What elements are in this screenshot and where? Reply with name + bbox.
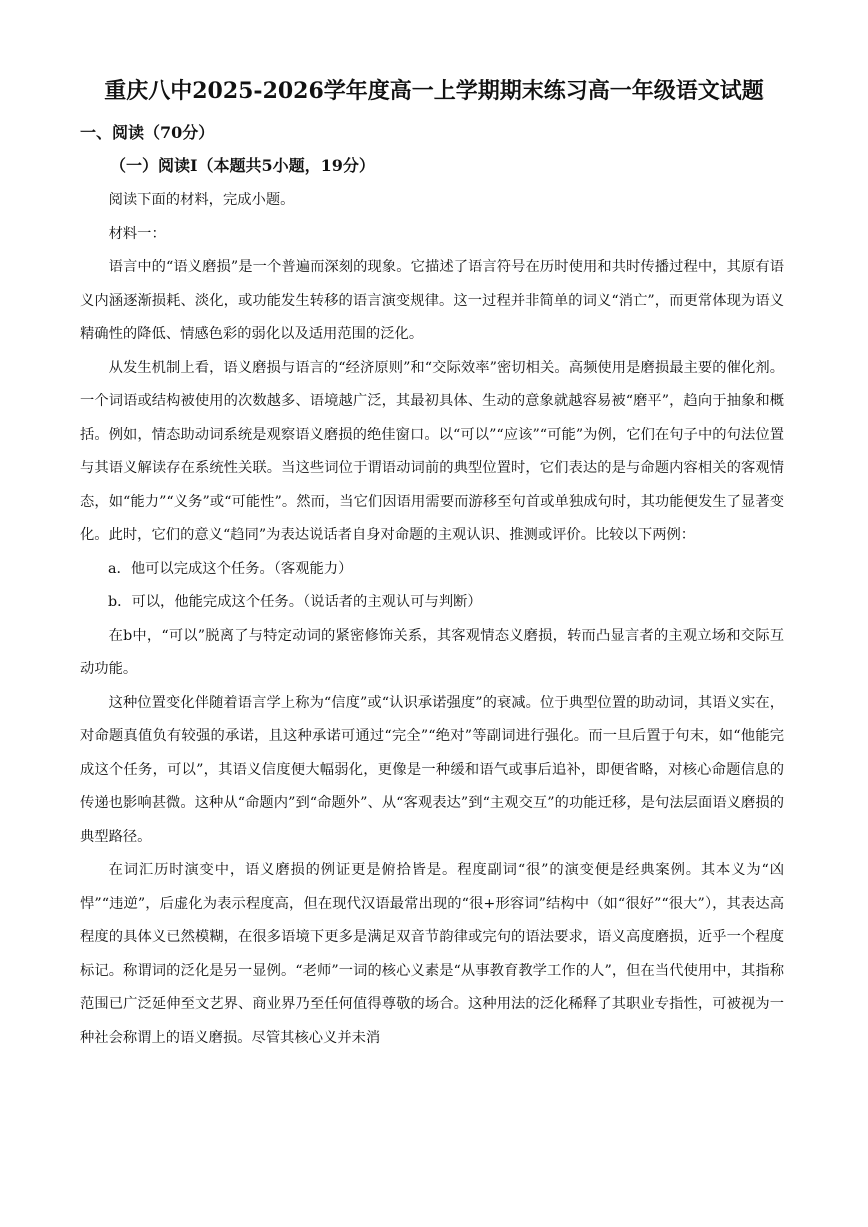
- example-sentence: b．可以，他能完成这个任务。（说话者的主观认可与判断）: [108, 594, 482, 610]
- subsection-heading: （一）阅读Ⅰ（本题共5小题，19分）: [110, 156, 375, 175]
- paragraph: 从发生机制上看，语义磨损与语言的“经济原则”和“交际效率”密切相关。高频使用是磨损最主要的催化剂。一个词语或结构被使用的次数越多、语境越广泛，其最初具体、生动的意象就越容易被“磨平”，趋向于抽象和概括。例如，情态助动词系统是观察语义磨损的绝佳窗口。以“可以”“应该”“可能”为例，它们在句子中的句法位置与其语义解读存在系统性关联。当这些词位于谓语动词前的典型位置时，它们表达的是与命题内容相关的客观情态，如“能力”“义务”或“可能性”。然而，当它们因语用需要而游移至句首或单独成句时，其功能便发生了显著变化。此时，它们的意义“趋同”为表达说话者自身对命题的主观认识、推测或评价。比较以下两例：: [80, 359, 784, 543]
- example-sentence: a．他可以完成这个任务。（客观能力）: [108, 560, 353, 577]
- reading-material: [80, 184, 784, 1055]
- section-heading: 一、阅读（70分）: [80, 123, 215, 142]
- paragraph: 这种位置变化伴随着语言学上称为“信度”或“认识承诺强度”的衰减。位于典型位置的助动词，其语义实在，对命题真值负有较强的承诺，且这种承诺可通过“完全”“绝对”等副词进行强化。而一旦后置于句末，如“他能完成这个任务，可以”，其语义信度便大幅弱化，更像是一种缓和语气或事后追补，即便省略，对核心命题信息的传递也影响甚微。这种从“命题内”到“命题外”、从“客观表达”到“主观交互”的功能迁移，是句法层面语义磨损的典型路径。: [80, 694, 784, 845]
- paragraph: 在词汇历时演变中，语义磨损的例证更是俯拾皆是。程度副词“很”的演变便是经典案例。其本义为“凶悍”“违逆”，后虚化为表示程度高，但在现代汉语最常出现的“很+形容词”结构中（如“很好”“很大”），其表达高程度的具体义已然模糊，在很多语境下更多是满足双音节韵律或完句的语法要求，语义高度磨损，近乎一个程度标记。称谓词的泛化是另一显例。“老师”一词的核心义素是“从事教育教学工作的人”，但在当代使用中，其指称范围已广泛延伸至文艺界、商业界乃至任何值得尊敬的场合。这种用法的泛化稀释了其职业专指性，可被视为一种社会称谓上的语义磨损。尽管其核心义并未消: [80, 862, 784, 1046]
- page-title: 重庆八中2025-2026学年度高一上学期期末练习高一年级语文试题: [104, 78, 764, 104]
- material-label: 材料一：: [108, 225, 166, 242]
- paragraph: 在b中，“可以”脱离了与特定动词的紧密修饰关系，其客观情态义磨损，转而凸显言者的主观立场和交际互动功能。: [80, 627, 784, 677]
- instruction-text: 阅读下面的材料，完成小题。: [108, 192, 295, 208]
- paragraph: 语言中的“语义磨损”是一个普遍而深刻的现象。它描述了语言符号在历时使用和共时传播过程中，其原有语义内涵逐渐损耗、淡化，或功能发生转移的语言演变规律。这一过程并非简单的词义“消亡”，而更常体现为语义精确性的降低、情感色彩的弱化以及适用范围的泛化。: [80, 259, 784, 342]
